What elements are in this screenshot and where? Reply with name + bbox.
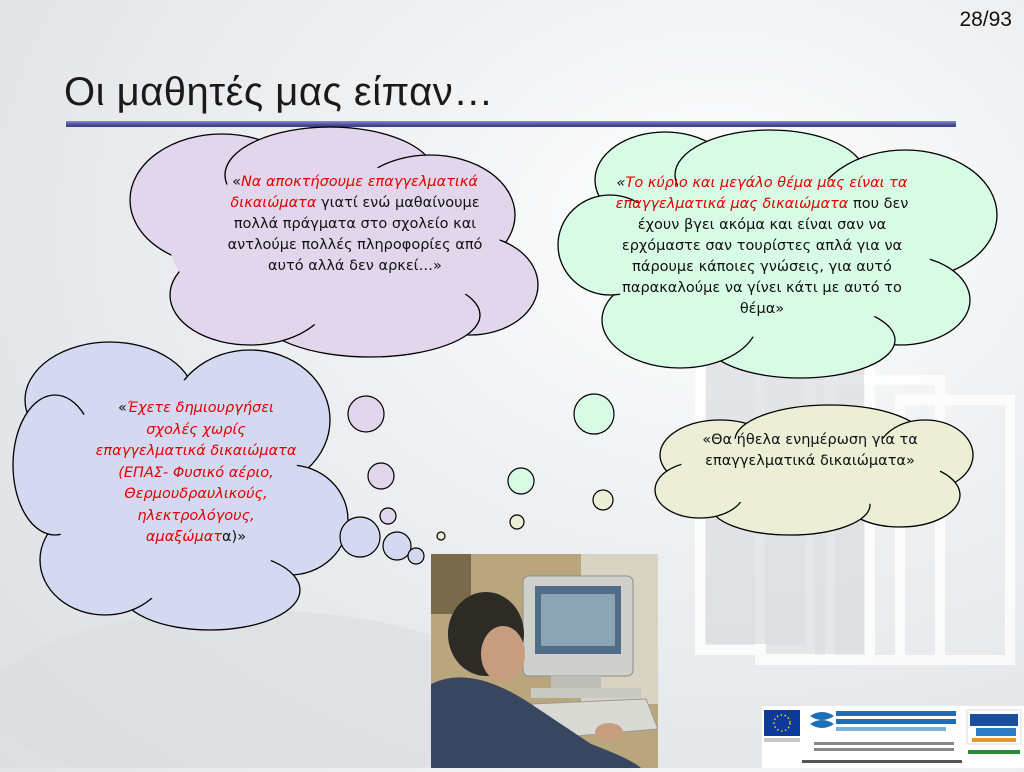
- page-number: 28/93: [959, 8, 1012, 31]
- purple-bubble-text: «Να αποκτήσουμε επαγγελματικά δικαιώματα γιατί ενώ μαθαίνουμε πολλά πράγματα στο σχολείο και αντλούμε πολλές πληροφορίες από αυτό αλλά δεν αρκεί…»: [227, 174, 483, 274]
- purple-bubble-highlight: Να αποκτήσουμε επαγγελματικά δικαιώματα: [230, 174, 478, 211]
- student-computer-photo: [431, 554, 658, 768]
- sponsor-logos: [762, 706, 1024, 768]
- page-title: Οι μαθητές μας είπαν…: [64, 70, 494, 114]
- blue-bubble-text: «Έχετε δημιουργήσει σχολές χωρίς επαγγελματικά δικαιώματα (ΕΠΑΣ- Φυσικό αέριο, Θερμουδραυλικούς, ηλεκτρολόγους, αμαξώματα)»: [95, 400, 297, 545]
- green-bubble-highlight: Το κύριο και μεγάλο θέμα μας είναι τα επαγγελματικά μας δικαιώματα: [615, 175, 908, 212]
- green-bubble-text: «Το κύριο και μεγάλο θέμα μας είναι τα επαγγελματικά μας δικαιώματα που δεν έχουν βγει ακόμα και είναι σαν να ερχόμαστε σαν τουρίστες απλά για να πάρουμε κάποιες γνώσεις, για αυτό παρακαλούμε να γίνει κάτι με αυτό το θέμα»: [615, 175, 909, 317]
- beige-bubble-text: «Θα ήθελα ενημέρωση για τα επαγγελματικά δικαιώματα»: [702, 432, 918, 469]
- blue-bubble-highlight: Έχετε δημιουργήσει σχολές χωρίς επαγγελματικά δικαιώματα (ΕΠΑΣ- Φυσικό αέριο, Θερμουδραυλικούς, ηλεκτρολόγους, αμαξώματ: [95, 400, 297, 545]
- bubble-trail: [340, 394, 614, 564]
